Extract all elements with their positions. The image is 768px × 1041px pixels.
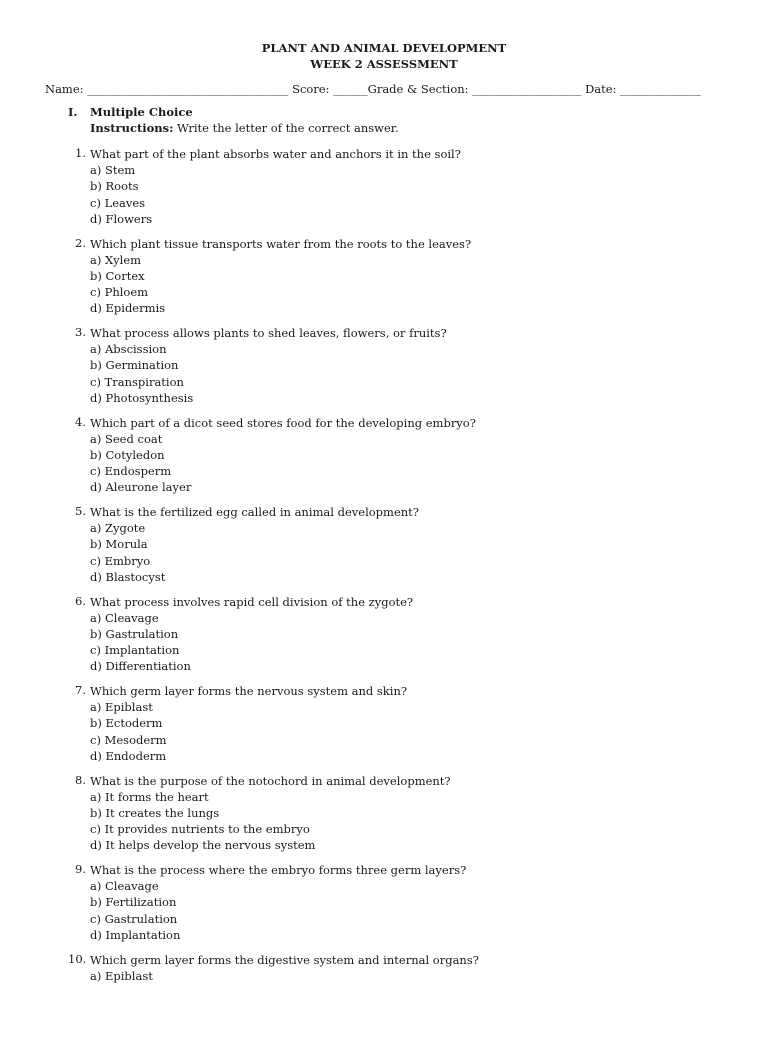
- question-number: 7.: [68, 683, 86, 697]
- question-item: [68, 146, 728, 236]
- document-subtitle: WEEK 2 ASSESSMENT: [0, 56, 768, 72]
- section-number: I.: [68, 105, 77, 119]
- question-body: [90, 415, 476, 496]
- question-body: [90, 952, 479, 984]
- answer-option: d) Differentiation: [90, 658, 413, 674]
- answer-option: d) Implantation: [90, 927, 466, 943]
- answer-option: c) Transpiration: [90, 374, 447, 390]
- answer-option: a) Epiblast: [90, 699, 407, 715]
- question-number: 6.: [68, 594, 86, 608]
- student-info-line: Name: ___________________________________ Score: ______Grade & Section: ___________________ Date: ______________: [45, 81, 725, 97]
- answer-option: c) Implantation: [90, 642, 413, 658]
- answer-option: c) It provides nutrients to the embryo: [90, 821, 451, 837]
- question-item: [68, 325, 728, 415]
- question-item: [68, 504, 728, 594]
- question-body: [90, 594, 413, 675]
- question-text: Which plant tissue transports water from the roots to the leaves?: [90, 236, 471, 252]
- answer-option: d) Epidermis: [90, 300, 471, 316]
- answer-option: b) Cortex: [90, 268, 471, 284]
- question-number: 4.: [68, 415, 86, 429]
- instructions-text: Write the letter of the correct answer.: [173, 121, 398, 135]
- question-text: What is the fertilized egg called in animal development?: [90, 504, 419, 520]
- question-number: 8.: [68, 773, 86, 787]
- answer-option: d) Flowers: [90, 211, 461, 227]
- answer-option: b) Ectoderm: [90, 715, 407, 731]
- question-number: 5.: [68, 504, 86, 518]
- question-body: [90, 236, 471, 317]
- question-text: What part of the plant absorbs water and anchors it in the soil?: [90, 146, 461, 162]
- question-text: What is the process where the embryo forms three germ layers?: [90, 862, 466, 878]
- instructions: [90, 121, 399, 135]
- answer-option: c) Gastrulation: [90, 911, 466, 927]
- answer-option: c) Mesoderm: [90, 732, 407, 748]
- answer-option: a) Epiblast: [90, 968, 479, 984]
- answer-option: a) Stem: [90, 162, 461, 178]
- answer-option: d) Blastocyst: [90, 569, 419, 585]
- document-title: PLANT AND ANIMAL DEVELOPMENT: [0, 40, 768, 56]
- answer-option: d) Photosynthesis: [90, 390, 447, 406]
- answer-option: b) Morula: [90, 536, 419, 552]
- answer-option: b) Gastrulation: [90, 626, 413, 642]
- question-text: Which germ layer forms the nervous system and skin?: [90, 683, 407, 699]
- question-body: [90, 146, 461, 227]
- question-text: What process involves rapid cell division of the zygote?: [90, 594, 413, 610]
- document-header: [0, 40, 768, 72]
- question-text: Which part of a dicot seed stores food for the developing embryo?: [90, 415, 476, 431]
- question-number: 9.: [68, 862, 86, 876]
- answer-option: d) It helps develop the nervous system: [90, 837, 451, 853]
- question-body: [90, 773, 451, 854]
- answer-option: a) It forms the heart: [90, 789, 451, 805]
- question-text: What is the purpose of the notochord in animal development?: [90, 773, 451, 789]
- answer-option: b) Fertilization: [90, 894, 466, 910]
- question-item: [68, 415, 728, 505]
- instructions-label: Instructions:: [90, 121, 173, 135]
- question-body: [90, 683, 407, 764]
- answer-option: c) Embryo: [90, 553, 419, 569]
- section-title: Multiple Choice: [90, 105, 193, 119]
- question-item: [68, 683, 728, 773]
- question-item: [68, 594, 728, 684]
- question-item: [68, 236, 728, 326]
- question-number: 1.: [68, 146, 86, 160]
- answer-option: a) Abscission: [90, 341, 447, 357]
- answer-option: a) Zygote: [90, 520, 419, 536]
- answer-option: c) Endosperm: [90, 463, 476, 479]
- answer-option: b) Cotyledon: [90, 447, 476, 463]
- answer-option: a) Cleavage: [90, 610, 413, 626]
- answer-option: b) Roots: [90, 178, 461, 194]
- question-list: [68, 146, 728, 1041]
- answer-option: d) Aleurone layer: [90, 479, 476, 495]
- question-number: 2.: [68, 236, 86, 250]
- question-body: [90, 862, 466, 943]
- question-body: [90, 504, 419, 585]
- question-item: [68, 862, 728, 952]
- question-number: 10.: [68, 952, 86, 966]
- answer-option: c) Leaves: [90, 195, 461, 211]
- question-item: [68, 952, 728, 1041]
- question-number: 3.: [68, 325, 86, 339]
- question-text: Which germ layer forms the digestive system and internal organs?: [90, 952, 479, 968]
- answer-option: b) Germination: [90, 357, 447, 373]
- answer-option: a) Cleavage: [90, 878, 466, 894]
- answer-option: b) It creates the lungs: [90, 805, 451, 821]
- question-text: What process allows plants to shed leaves, flowers, or fruits?: [90, 325, 447, 341]
- answer-option: d) Endoderm: [90, 748, 407, 764]
- question-body: [90, 325, 447, 406]
- answer-option: a) Seed coat: [90, 431, 476, 447]
- answer-option: a) Xylem: [90, 252, 471, 268]
- question-item: [68, 773, 728, 863]
- answer-option: c) Phloem: [90, 284, 471, 300]
